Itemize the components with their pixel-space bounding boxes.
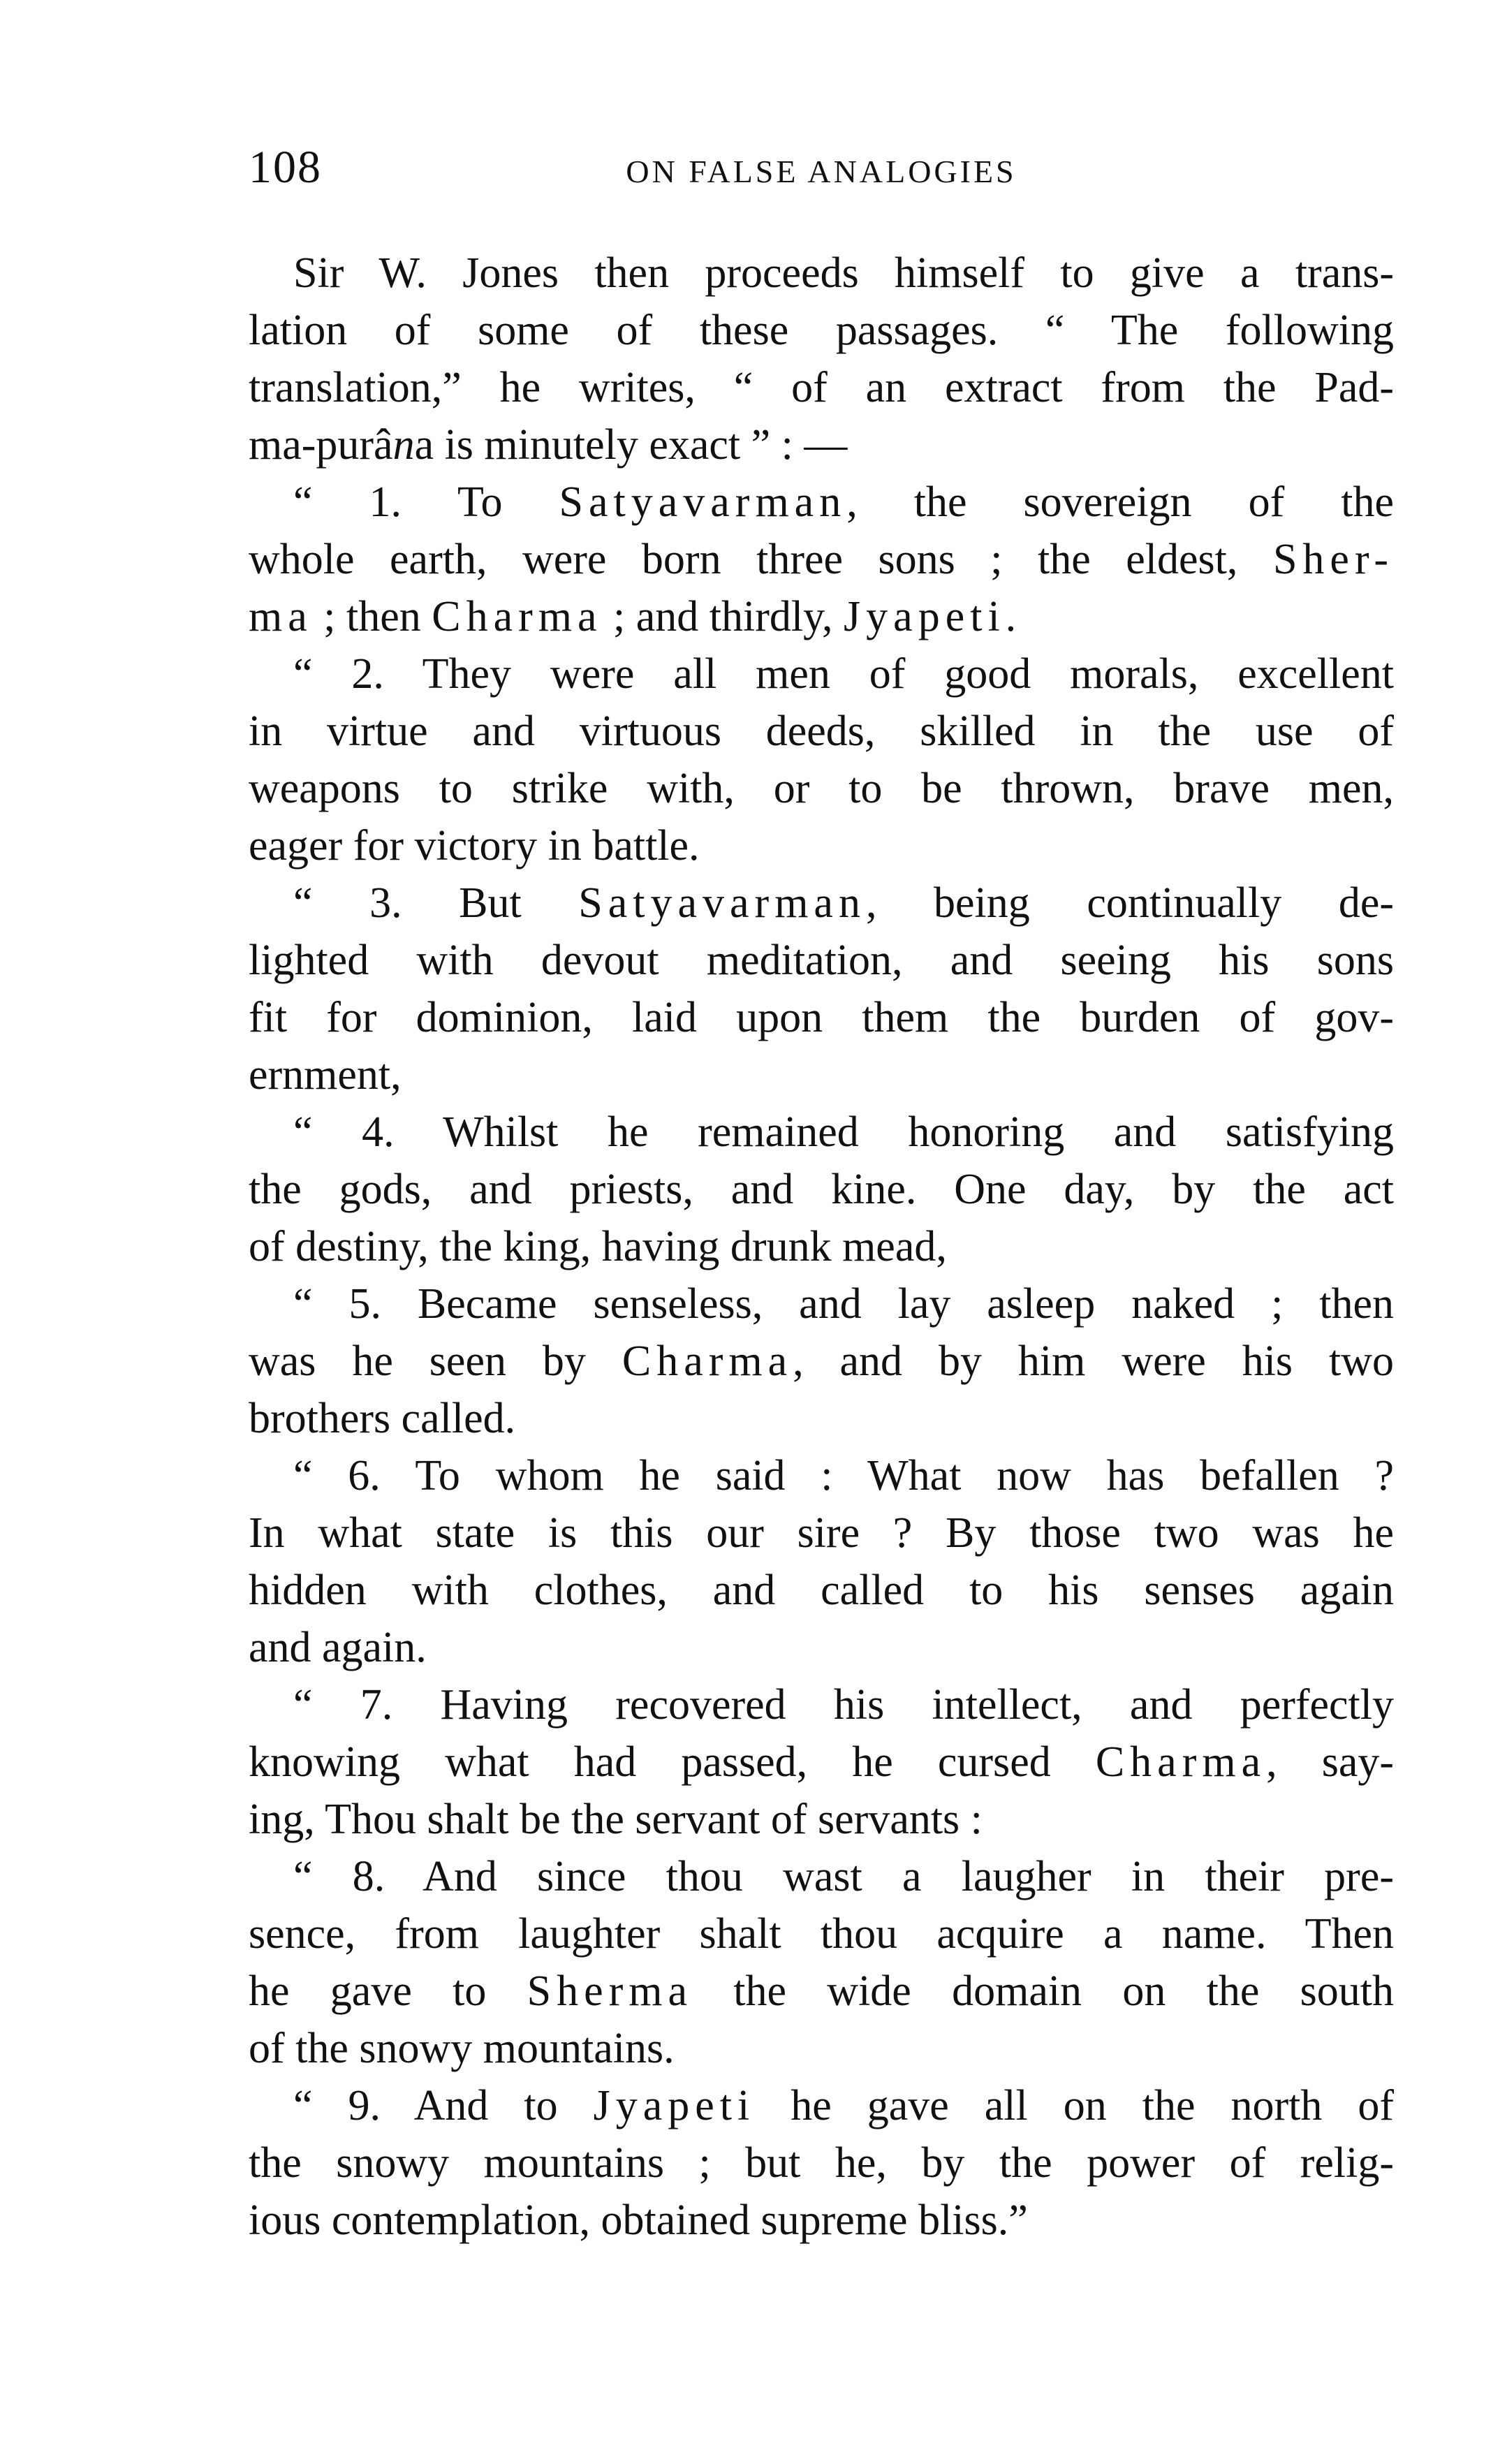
text-line [249,1447,1394,1504]
text-span: , say- [1266,1738,1394,1786]
text-span: of destiny, the king, having drunk mead, [249,1223,947,1270]
text-span: “ 9. And to [293,2082,594,2129]
text-span: ing, Thou shalt be the servant of servants : [249,1796,983,1843]
spaced-name: Charma [1095,1738,1267,1786]
text-line [249,1733,1394,1791]
text-span: ernment, [249,1051,402,1099]
text-line [249,416,1394,474]
text-span: weapons to strike with, or to be thrown, brave men, [249,765,1394,812]
spaced-name: Sherma [527,1967,693,2015]
text-span: “ 1. To [293,478,559,526]
spaced-name: Satyavarman [559,478,847,526]
text-span: whole earth, were born three sons ; the eldest, [249,536,1273,583]
text-span: Sir W. Jones then proceeds himself to give a trans- [293,249,1394,297]
text-line [249,703,1394,760]
text-span: , the sovereign of the [846,478,1394,526]
text-span: was he seen by [249,1337,622,1385]
page-number: 108 [249,142,322,193]
spaced-name: Jyapeti [593,2082,756,2129]
text-line [249,1275,1394,1333]
text-line [249,244,1394,302]
page-header [249,140,1394,196]
text-line [249,359,1394,416]
text-span: , and by him were his two [793,1337,1394,1385]
text-line [249,1791,1394,1848]
spaced-name: Charma [622,1337,793,1385]
text-span: “ 5. Became senseless, and lay asleep naked ; then [293,1280,1394,1328]
text-line [249,874,1394,932]
text-span: the snowy mountains ; but he, by the power of relig- [249,2139,1394,2187]
text-span: the wide domain on the south [693,1967,1394,2015]
text-line [249,2077,1394,2134]
text-line [249,2192,1394,2249]
text-line [249,1103,1394,1161]
italic-text: n [392,421,415,469]
text-span: ; and thirdly, [602,593,844,640]
text-line [249,1046,1394,1103]
text-line [249,1676,1394,1733]
text-span: ious contemplation, obtained supreme bliss.” [249,2197,1028,2244]
text-span: and again. [249,1624,427,1671]
text-span: ma-purâ [249,421,393,469]
text-span: fit for dominion, laid upon them the burden of gov- [249,994,1394,1041]
text-line [249,302,1394,359]
text-span: “ 8. And since thou wast a laugher in their pre- [293,1853,1394,1900]
text-span: he gave all on the north of [755,2082,1394,2129]
text-span: of the snowy mountains. [249,2025,675,2072]
running-head: ON FALSE ANALOGIES [626,154,1017,189]
text-line [249,1619,1394,1676]
text-span: “ 4. Whilst he remained honoring and satisfying [293,1108,1394,1156]
spaced-name: Jyapeti. [844,593,1022,640]
text-span: the gods, and priests, and kine. One day, by the act [249,1166,1394,1213]
spaced-name: Satyavarman [578,879,866,927]
text-span: sence, from laughter shalt thou acquire a name. Then [249,1910,1394,1958]
text-span: hidden with clothes, and called to his senses again [249,1567,1394,1614]
text-line [249,2134,1394,2192]
text-span: “ 6. To whom he said : What now has befallen ? [293,1452,1394,1499]
spaced-name: Charma [432,593,603,640]
text-line [249,1905,1394,1963]
text-span: ; then [312,593,432,640]
text-line [249,1161,1394,1218]
text-span: In what state is this our sire ? By those two was he [249,1509,1394,1557]
text-line [249,932,1394,989]
text-span: in virtue and virtuous deeds, skilled in the use of [249,707,1394,755]
text-span: lation of some of these passages. “ The following [249,307,1394,354]
spaced-name: Sher- [1272,536,1394,583]
text-span: “ 3. But [293,879,579,927]
text-span: a is minutely exact ” : — [414,421,848,469]
text-line [249,474,1394,531]
text-line [249,1963,1394,2020]
text-line [249,1333,1394,1390]
text-line [249,531,1394,588]
text-line [249,645,1394,703]
text-line [249,989,1394,1046]
text-line [249,588,1394,645]
text-line [249,1390,1394,1447]
text-span: lighted with devout meditation, and seeing his sons [249,937,1394,984]
text-span: translation,” he writes, “ of an extract from the Pad- [249,364,1394,411]
text-span: “ 7. Having recovered his intellect, and perfectly [293,1681,1394,1729]
text-span: “ 2. They were all men of good morals, excellent [293,650,1394,698]
text-line [249,817,1394,874]
text-span: , being continually de- [865,879,1394,927]
text-span: knowing what had passed, he cursed [249,1738,1096,1786]
body-text [249,244,1394,2249]
text-line [249,760,1394,817]
text-span: eager for victory in battle. [249,822,700,870]
text-line [249,1848,1394,1905]
text-line [249,1218,1394,1275]
spaced-name: ma [249,593,313,640]
text-line [249,1504,1394,1562]
text-span: he gave to [249,1967,527,2015]
text-span: brothers called. [249,1395,516,1442]
text-line [249,2020,1394,2077]
text-line [249,1562,1394,1619]
